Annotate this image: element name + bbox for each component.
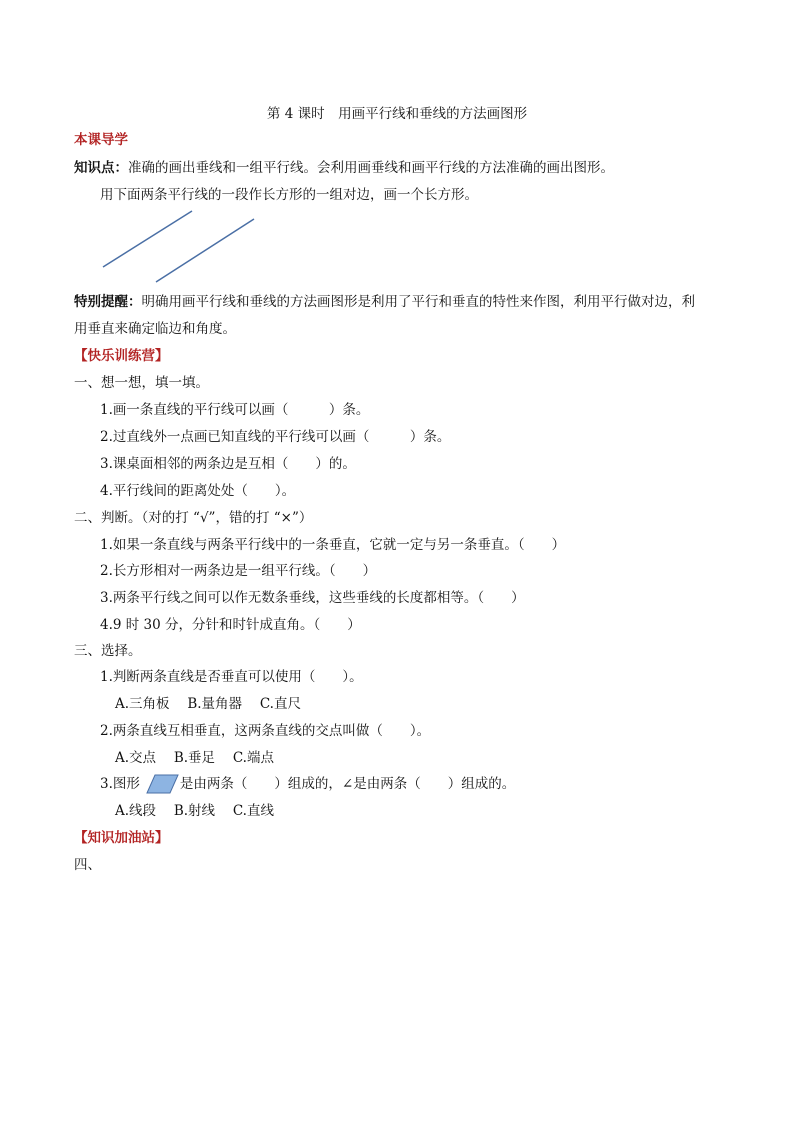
practice-header: 【快乐训练营】 xyxy=(74,348,169,364)
boost-header: 【知识加油站】 xyxy=(74,830,169,846)
section3-q1-options: A.三角板 B.量角器 C.直尺 xyxy=(115,696,301,712)
section3-question-2: 2.两条直线互相垂直，这两条直线的交点叫做（ ）。 xyxy=(100,723,431,739)
section3-heading: 三、选择。 xyxy=(74,643,142,659)
section2-item-3: 3.两条平行线之间可以作无数条垂线，这些垂线的长度都相等。（ ） xyxy=(100,590,525,606)
guide-header: 本课导学 xyxy=(74,132,128,148)
section4-heading: 四、 xyxy=(74,857,101,873)
section2-item-2: 2.长方形相对一两条边是一组平行线。（ ） xyxy=(100,563,377,579)
knowledge-label: 知识点： xyxy=(74,160,128,176)
tip xyxy=(74,292,695,312)
section2-item-4: 4.9 时 30 分，分针和时针成直角。（ ） xyxy=(100,617,361,633)
section3-q3-suffix: 是由两条（ ）组成的，∠是由两条（ ）组成的。 xyxy=(179,776,516,792)
section2-heading: 二、判断。（对的打 “√”，错的打 “×”） xyxy=(74,510,313,526)
section1-item-1: 1.画一条直线的平行线可以画（ ）条。 xyxy=(100,402,370,418)
section3-question-3 xyxy=(100,774,515,795)
page-title: 第 4 课时 用画平行线和垂线的方法画图形 xyxy=(266,106,528,122)
task-text: 用下面两条平行线的一段作长方形的一组对边，画一个长方形。 xyxy=(100,187,478,203)
parallel-lines-figure xyxy=(100,208,260,288)
tip-label: 特别提醒： xyxy=(74,294,142,310)
parallel-line-right xyxy=(156,219,254,282)
knowledge-point xyxy=(74,158,614,178)
section1-heading: 一、想一想，填一填。 xyxy=(74,375,209,391)
parallelogram-icon xyxy=(140,774,180,794)
knowledge-text: 准确的画出垂线和一组平行线。会利用画垂线和画平行线的方法准确的画出图形。 xyxy=(128,160,614,176)
section1-item-3: 3.课桌面相邻的两条边是互相（ ）的。 xyxy=(100,456,356,472)
parallel-line-left xyxy=(103,211,192,267)
section1-item-2: 2.过直线外一点画已知直线的平行线可以画（ ）条。 xyxy=(100,429,451,445)
section3-q3-prefix: 3.图形 xyxy=(100,776,140,792)
section3-question-1: 1.判断两条直线是否垂直可以使用（ ）。 xyxy=(100,669,363,685)
tip-text-line2: 用垂直来确定临边和角度。 xyxy=(74,321,236,337)
tip-text-line1: 明确用画平行线和垂线的方法画图形是利用了平行和垂直的特性来作图，利用平行做对边，利 xyxy=(141,294,695,310)
section3-q3-options: A.线段 B.射线 C.直线 xyxy=(115,803,274,819)
section3-q2-options: A.交点 B.垂足 C.端点 xyxy=(115,750,274,766)
section1-item-4: 4.平行线间的距离处处（ ）。 xyxy=(100,483,296,499)
section2-item-1: 1.如果一条直线与两条平行线中的一条垂直，它就一定与另一条垂直。（ ） xyxy=(100,537,566,553)
